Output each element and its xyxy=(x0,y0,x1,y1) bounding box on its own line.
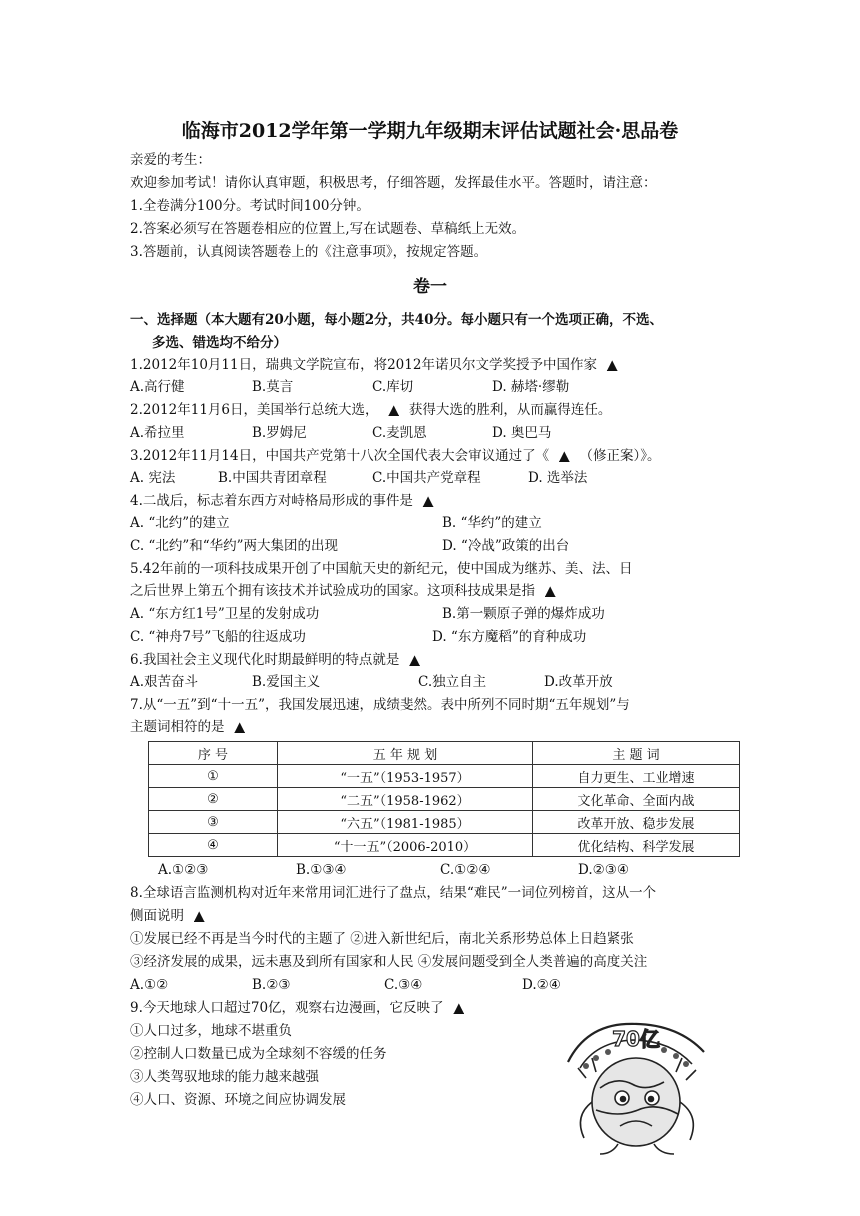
part1-heading: 一、选择题（本大题有20小题，每小题2分，共40分。每小题只有一个选项正确，不选、 xyxy=(130,312,663,328)
q5-line2-text: 之后世界上第五个拥有该技术并试验成功的国家。这项科技成果是指 xyxy=(130,583,535,599)
q5-option-d: D. “东方魔稻”的育种成功 xyxy=(432,629,587,645)
q7-option-a: A.①②③ xyxy=(158,862,209,878)
q5-line2 xyxy=(130,582,565,600)
q2-option-c: C.麦凯恩 xyxy=(372,425,427,441)
q4-stem xyxy=(130,492,443,510)
table-cell: “六五”（1981-1985） xyxy=(278,811,533,834)
q8-option-b: B.②③ xyxy=(252,977,291,993)
table-row xyxy=(149,811,740,834)
q5-option-c: C. “神舟7号”飞船的往返成功 xyxy=(130,629,306,645)
note-2: 2.答案必须写在答题卷相应的位置上,写在试题卷、草稿纸上无效。 xyxy=(130,221,526,237)
q4-option-a: A. “北约”的建立 xyxy=(130,515,230,531)
welcome-text: 欢迎参加考试！请你认真审题，积极思考，仔细答题，发挥最佳水平。答题时，请注意： xyxy=(130,175,657,191)
greeting: 亲爱的考生： xyxy=(130,152,211,168)
q4-option-b: B. “华约”的建立 xyxy=(442,515,542,531)
q9-statement-1: ①人口过多，地球不堪重负 xyxy=(130,1023,292,1039)
table-header: 五 年 规 划 xyxy=(278,742,533,765)
note-1: 1.全卷满分100分。考试时间100分钟。 xyxy=(130,198,370,214)
q6-option-a: A.艰苦奋斗 xyxy=(130,674,199,690)
table-cell: ④ xyxy=(149,834,278,857)
q1-stem-text: 1.2012年10月11日，瑞典文学院宣布，将2012年诺贝尔文学奖授予中国作家 xyxy=(130,357,597,373)
q3-option-c: C.中国共产党章程 xyxy=(372,470,481,486)
section-title: 卷一 xyxy=(413,277,447,297)
q2-stem xyxy=(130,401,611,419)
q8-option-d: D.②④ xyxy=(522,977,561,993)
overpopulated-earth-cartoon xyxy=(556,1018,716,1158)
q1-option-b: B.莫言 xyxy=(252,379,294,395)
table-cell: 优化结构、科学发展 xyxy=(533,834,740,857)
q6-blank: ▲ xyxy=(409,652,420,668)
table-row xyxy=(149,788,740,811)
part1-heading-cont: 多选、错选均不给分） xyxy=(152,335,287,351)
q5-blank: ▲ xyxy=(545,583,556,599)
note-3: 3.答题前，认真阅读答题卷上的《注意事项》，按规定答题。 xyxy=(130,244,488,260)
q9-stem-text: 9.今天地球人口超过70亿，观察右边漫画，它反映了 xyxy=(130,1000,444,1016)
q2-option-d: D. 奥巴马 xyxy=(492,425,552,441)
q8-option-c: C.③④ xyxy=(384,977,423,993)
q3-stem-a: 3.2012年11月14日，中国共产党第十八次全国代表大会审议通过了《 xyxy=(130,448,550,464)
q8-line2-text: 侧面说明 xyxy=(130,908,184,924)
q3-blank: ▲ xyxy=(559,448,570,464)
table-cell: 文化革命、全面内战 xyxy=(533,788,740,811)
q7-line2 xyxy=(130,718,255,736)
q9-statement-4: ④人口、资源、环境之间应协调发展 xyxy=(130,1092,346,1108)
q5-option-b: B.第一颗原子弹的爆炸成功 xyxy=(442,606,605,622)
q8-blank: ▲ xyxy=(194,908,205,924)
q9-blank: ▲ xyxy=(453,1000,464,1016)
q3-stem-b: （修正案）》。 xyxy=(579,448,661,464)
q7-line1: 7.从“一五”到“十一五”，我国发展迅速，成绩斐然。表中所列不同时期“五年规划”与 xyxy=(130,697,630,713)
table-cell: 自力更生、工业增速 xyxy=(533,765,740,788)
q6-option-c: C.独立自主 xyxy=(418,674,487,690)
q8-line1: 8.全球语言监测机构对近年来常用词汇进行了盘点，结果“难民”一词位列榜首，这从一个 xyxy=(130,885,657,901)
table-cell: “十一五”（2006-2010） xyxy=(278,834,533,857)
q8-statement-1: ①发展已经不再是当今时代的主题了 ②进入新世纪后，南北关系形势总体上日趋紧张 xyxy=(130,931,634,947)
q8-line2 xyxy=(130,907,214,925)
table-row xyxy=(149,765,740,788)
table-cell: 改革开放、稳步发展 xyxy=(533,811,740,834)
q2-blank: ▲ xyxy=(388,402,399,418)
table-header: 序 号 xyxy=(149,742,278,765)
table-cell: ① xyxy=(149,765,278,788)
q6-option-d: D.改革开放 xyxy=(544,674,613,690)
q7-line2-text: 主题词相符的是 xyxy=(130,719,225,735)
q9-stem xyxy=(130,999,474,1017)
q1-option-d: D. 赫塔·缪勒 xyxy=(492,379,570,395)
q3-option-a: A. 宪法 xyxy=(130,470,176,486)
q1-option-c: C.库切 xyxy=(372,379,414,395)
q1-option-a: A.高行健 xyxy=(130,379,185,395)
q3-option-d: D. 选举法 xyxy=(528,470,588,486)
q2-stem-b: 获得大选的胜利，从而赢得连任。 xyxy=(408,402,612,418)
q7-option-d: D.②③④ xyxy=(578,862,629,878)
q5-option-a: A. “东方红1号”卫星的发射成功 xyxy=(130,606,320,622)
q1-stem xyxy=(130,356,627,374)
table-row xyxy=(149,834,740,857)
table-cell: “二五”（1958-1962） xyxy=(278,788,533,811)
q3-stem xyxy=(130,447,660,465)
q9-statement-2: ②控制人口数量已成为全球刻不容缓的任务 xyxy=(130,1046,387,1062)
page-title: 临海市2012学年第一学期九年级期末评估试题社会·思品卷 xyxy=(181,120,679,142)
q4-option-c: C. “北约”和“华约”两大集团的出现 xyxy=(130,538,339,554)
table-cell: ③ xyxy=(149,811,278,834)
q7-option-c: C.①②④ xyxy=(440,862,491,878)
cartoon-label: 70亿 xyxy=(612,1027,660,1051)
q3-option-b: B.中国共青团章程 xyxy=(218,470,327,486)
five-year-plan-table xyxy=(148,741,740,857)
q8-statement-2: ③经济发展的成果，远未惠及到所有国家和人民 ④发展问题受到全人类普遍的高度关注 xyxy=(130,954,648,970)
q6-stem-text: 6.我国社会主义现代化时期最鲜明的特点就是 xyxy=(130,652,400,668)
q7-blank: ▲ xyxy=(234,719,245,735)
q4-option-d: D. “冷战”政策的出台 xyxy=(442,538,570,554)
q4-stem-text: 4.二战后，标志着东西方对峙格局形成的事件是 xyxy=(130,493,413,509)
q6-option-b: B.爱国主义 xyxy=(252,674,321,690)
q2-option-a: A.希拉里 xyxy=(130,425,185,441)
q1-blank: ▲ xyxy=(606,357,618,373)
table-header: 主 题 词 xyxy=(533,742,740,765)
q2-stem-a: 2.2012年11月6日，美国举行总统大选， xyxy=(130,402,379,418)
q2-option-b: B.罗姆尼 xyxy=(252,425,307,441)
table-cell: “一五”（1953-1957） xyxy=(278,765,533,788)
q5-line1: 5.42年前的一项科技成果开创了中国航天史的新纪元，使中国成为继苏、美、法、日 xyxy=(130,561,633,577)
table-header-row xyxy=(149,742,740,765)
q9-statement-3: ③人类驾驭地球的能力越来越强 xyxy=(130,1069,319,1085)
q8-option-a: A.①② xyxy=(130,977,169,993)
q6-stem xyxy=(130,651,430,669)
q4-blank: ▲ xyxy=(422,493,434,509)
table-cell: ② xyxy=(149,788,278,811)
q7-option-b: B.①③④ xyxy=(296,862,347,878)
